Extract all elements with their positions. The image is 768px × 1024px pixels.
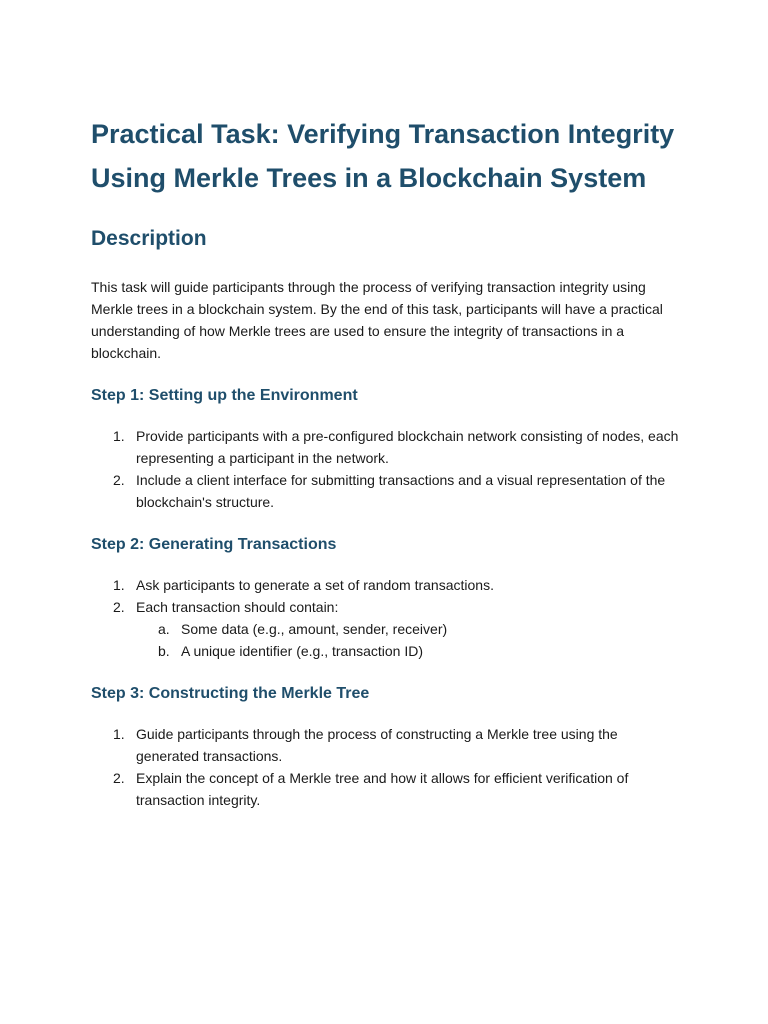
list-item-text: Each transaction should contain: bbox=[136, 599, 339, 615]
list-number: 2. bbox=[113, 599, 125, 615]
list-item bbox=[91, 425, 681, 469]
list-item-text: Ask participants to generate a set of random transactions. bbox=[136, 577, 494, 593]
step-3-list bbox=[91, 723, 681, 811]
step-2-heading: Step 2: Generating Transactions bbox=[91, 536, 337, 553]
sublist-item-text: Some data (e.g., amount, sender, receiver) bbox=[181, 621, 448, 637]
step-2-list bbox=[91, 574, 681, 662]
list-item-text: Guide participants through the process of constructing a Merkle tree using the generated transactions. bbox=[136, 726, 618, 764]
sublist-item bbox=[136, 640, 681, 662]
list-number: 1. bbox=[113, 726, 125, 742]
step-1-heading: Step 1: Setting up the Environment bbox=[91, 387, 358, 404]
document-content bbox=[91, 112, 681, 811]
list-item-text: Explain the concept of a Merkle tree and how it allows for efficient verification of transaction integrity. bbox=[136, 770, 629, 808]
document-title: Practical Task: Verifying Transaction Integrity Using Merkle Trees in a Blockchain System bbox=[91, 119, 675, 193]
list-item bbox=[91, 574, 681, 596]
sublist-letter: a. bbox=[158, 621, 170, 637]
list-number: 2. bbox=[113, 770, 125, 786]
description-paragraph: This task will guide participants through the process of verifying transaction integrity using Merkle trees in a blockchain system. By the end of this task, participants will have a practical understanding of how Merkle trees are used to ensure the integrity of transactions in a blockchain. bbox=[91, 279, 663, 361]
list-item-text: Provide participants with a pre-configured blockchain network consisting of nodes, each representing a participant in the network. bbox=[136, 428, 679, 466]
list-item-text: Include a client interface for submitting transactions and a visual representation of the blockchain's structure. bbox=[136, 472, 666, 510]
list-item bbox=[91, 767, 681, 811]
list-item bbox=[91, 723, 681, 767]
sublist-item bbox=[136, 618, 681, 640]
list-number: 2. bbox=[113, 472, 125, 488]
step-3-heading: Step 3: Constructing the Merkle Tree bbox=[91, 685, 370, 702]
list-item bbox=[91, 469, 681, 513]
step-1-list bbox=[91, 425, 681, 513]
transaction-contents-sublist bbox=[136, 618, 681, 662]
sublist-letter: b. bbox=[158, 643, 170, 659]
sublist-item-text: A unique identifier (e.g., transaction ID) bbox=[181, 643, 424, 659]
list-item bbox=[91, 596, 681, 662]
list-number: 1. bbox=[113, 577, 125, 593]
description-heading: Description bbox=[91, 227, 207, 250]
list-number: 1. bbox=[113, 428, 125, 444]
